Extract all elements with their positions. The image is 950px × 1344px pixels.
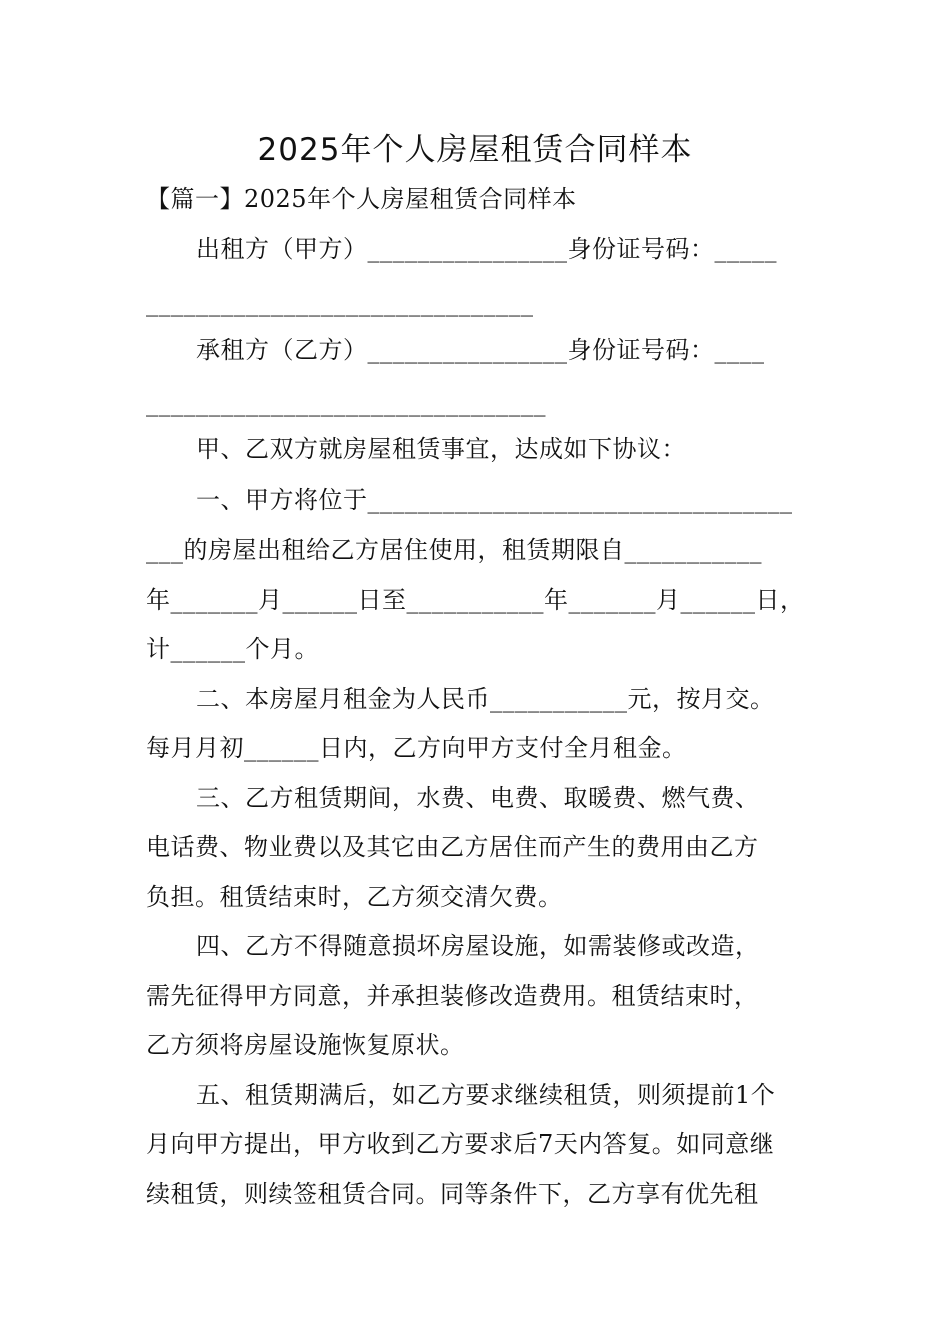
- clause-2-line-2: 每月月初______日内，乙方向甲方支付全月租金。: [146, 734, 687, 762]
- clause-3-line-3: 负担。租赁结束时，乙方须交清欠费。: [146, 883, 563, 911]
- clause-4-line-1: 四、乙方不得随意损坏房屋设施，如需装修或改造，: [196, 932, 760, 960]
- lessor-line: 出租方（甲方）________________身份证号码：_____: [196, 235, 777, 263]
- lessor-id-continuation: _______________________________: [146, 289, 534, 317]
- clause-1-line-4: 计______个月。: [146, 635, 319, 663]
- lessee-id-continuation: ________________________________: [146, 389, 546, 417]
- clause-1-line-3: 年_______月______日至___________年_______月______日，: [146, 586, 805, 614]
- clause-2-line-1: 二、本房屋月租金为人民币___________元，按月交。: [196, 685, 775, 713]
- clause-3-line-1: 三、乙方租赁期间，水费、电费、取暖费、燃气费、: [196, 784, 760, 812]
- clause-4-line-2: 需先征得甲方同意，并承担装修改造费用。租赁结束时，: [146, 982, 759, 1010]
- lessee-line: 承租方（乙方）________________身份证号码：____: [196, 336, 765, 364]
- document-title: 2025年个人房屋租赁合同样本: [257, 132, 693, 168]
- document-subtitle: 【篇一】2025年个人房屋租赁合同样本: [146, 185, 577, 213]
- clause-3-line-2: 电话费、物业费以及其它由乙方居住而产生的费用由乙方: [146, 833, 759, 861]
- clause-1-line-1: 一、甲方将位于__________________________________: [196, 486, 793, 514]
- clause-5-line-2: 月向甲方提出，甲方收到乙方要求后7天内答复。如同意继: [146, 1130, 775, 1158]
- clause-1-line-2: ___的房屋出租给乙方居住使用，租赁期限自___________: [146, 536, 762, 564]
- clause-5-line-3: 续租赁，则续签租赁合同。同等条件下，乙方享有优先租: [146, 1180, 759, 1208]
- clause-5-line-1: 五、租赁期满后，如乙方要求继续租赁，则须提前1个: [196, 1081, 776, 1109]
- agreement-intro: 甲、乙双方就房屋租赁事宜，达成如下协议：: [196, 435, 686, 463]
- clause-4-line-3: 乙方须将房屋设施恢复原状。: [146, 1031, 465, 1059]
